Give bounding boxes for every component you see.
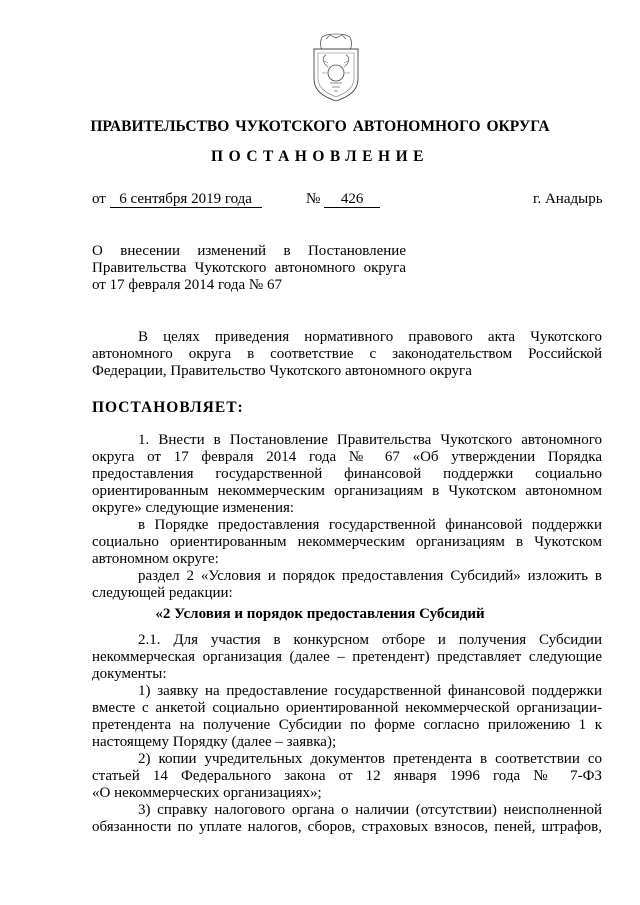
subject-line: О внесении изменений в Постановление xyxy=(92,243,406,259)
text-line: 2) копии учредительных документов претендента в соответствии со xyxy=(138,751,602,767)
document-date: 6 сентября 2019 года xyxy=(110,192,262,208)
text-line: 1) заявку на предоставление государственной финансовой поддержки xyxy=(138,683,602,699)
text-line: статьей 14 Федерального закона от 12 января 1996 года № 7-ФЗ xyxy=(92,768,602,784)
city: г. Анадырь xyxy=(533,191,603,207)
body-paragraph-1 xyxy=(92,432,602,602)
text-line: округа от 17 февраля 2014 года № 67 «Об утверждении Порядка xyxy=(92,449,602,465)
subject-line: Правительства Чукотского автономного округа xyxy=(92,260,406,276)
date-field xyxy=(92,191,262,208)
text-line: «О некоммерческих организациях»; xyxy=(92,785,322,801)
text-line: 2.1. Для участия в конкурсном отборе и получения Субсидии xyxy=(138,632,602,648)
text-line: в Порядке предоставления государственной финансовой поддержки xyxy=(138,517,602,533)
text-line: Федерации, Правительство Чукотского автономного округа xyxy=(92,363,472,379)
text-line: округе» следующие изменения: xyxy=(92,500,295,516)
text-line: ориентированным некоммерческим организациям в Чукотском автономном xyxy=(92,483,602,499)
document-type: ПОСТАНОВЛЕНИЕ xyxy=(211,148,429,165)
text-line: следующей редакции: xyxy=(92,585,233,601)
number-field xyxy=(306,191,380,208)
coat-of-arms-emblem xyxy=(308,27,364,103)
text-line: предоставления государственной финансовой поддержки социально xyxy=(92,466,602,482)
text-line: автономном округе: xyxy=(92,551,219,567)
text-line: претендента на получение Субсидии по форме согласно приложению 1 к xyxy=(92,717,602,733)
text-line: обязанности по уплате налогов, сборов, страховых взносов, пеней, штрафов, xyxy=(92,819,602,835)
text-line: настоящему Порядку (далее – заявка); xyxy=(92,734,337,750)
subject-line: от 17 февраля 2014 года № 67 xyxy=(92,277,282,293)
text-line: раздел 2 «Условия и порядок предоставления Субсидий» изложить в xyxy=(138,568,602,584)
document-subject xyxy=(92,243,406,294)
preamble xyxy=(92,329,602,380)
number-label: № xyxy=(306,191,321,207)
decree-word: ПОСТАНОВЛЯЕТ: xyxy=(92,399,244,416)
from-label: от xyxy=(92,191,106,207)
text-line: социально ориентированным некоммерческим организациям в Чукотском xyxy=(92,534,602,550)
body-paragraph-2 xyxy=(92,632,602,836)
organization-title: ПРАВИТЕЛЬСТВО ЧУКОТСКОГО АВТОНОМНОГО ОКРУГА xyxy=(90,118,550,135)
text-line: некоммерческая организация (далее – претендент) представляет следующие xyxy=(92,649,602,665)
text-line: 1. Внести в Постановление Правительства Чукотского автономного xyxy=(138,432,602,448)
text-line: документы: xyxy=(92,666,167,682)
text-line: автономного округа в соответствие с законодательством Российской xyxy=(92,346,602,362)
document-number: 426 xyxy=(324,192,380,208)
text-line: 3) справку налогового органа о наличии (отсутствии) неисполненной xyxy=(138,802,602,818)
text-line: вместе с анкетой социально ориентированной некоммерческой организации- xyxy=(92,700,602,716)
text-line: В целях приведения нормативного правового акта Чукотского xyxy=(138,329,602,345)
section-heading: «2 Условия и порядок предоставления Субсидий xyxy=(155,606,485,622)
